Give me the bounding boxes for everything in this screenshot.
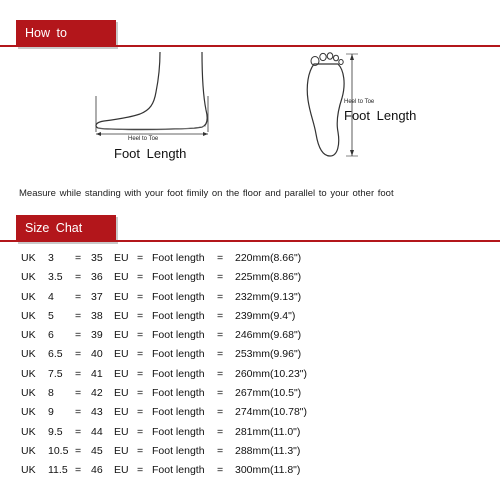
size-cell-length: 225mm(8.86")	[235, 271, 302, 284]
heel-to-toe-label-sole: Heel to Toe	[344, 99, 375, 105]
size-cell-label: Foot length	[152, 425, 205, 438]
size-cell-uk: UK	[21, 271, 36, 284]
size-cell-length: 288mm(11.3")	[235, 444, 301, 457]
size-cell-length: 274mm(10.78")	[235, 406, 308, 419]
size-cell-length: 253mm(9.96")	[235, 348, 302, 361]
size-cell-uk: UK	[21, 425, 36, 438]
size-cell-length: 260mm(10.23")	[235, 367, 308, 380]
size-cell-eq3: =	[217, 252, 224, 264]
size-cell-eq1: =	[75, 252, 82, 264]
size-cell-eq3: =	[217, 387, 224, 400]
size-cell-eu-size: 38	[91, 309, 103, 322]
how-to-measure-header	[0, 17, 500, 67]
size-cell-length: 246mm(9.68")	[235, 329, 302, 342]
size-cell-eq3: =	[217, 309, 224, 322]
size-chart-title: Size Chat	[16, 215, 116, 242]
size-cell-eq2: =	[137, 367, 144, 380]
size-cell-uk-size: 3.5	[48, 271, 63, 284]
size-cell-eu-size: 46	[91, 464, 103, 477]
size-cell-eu: EU	[114, 271, 129, 284]
size-cell-uk: UK	[21, 367, 36, 380]
foot-length-label-side: Foot Length	[114, 146, 187, 161]
size-cell-eq2: =	[137, 309, 144, 322]
size-cell-eu: EU	[114, 348, 129, 361]
size-cell-uk: UK	[21, 290, 36, 303]
size-chart-header	[0, 212, 500, 242]
size-cell-eu: EU	[114, 425, 129, 438]
size-cell-eu-size: 43	[91, 406, 103, 419]
size-cell-uk-size: 11.5	[48, 464, 68, 477]
size-cell-uk: UK	[21, 444, 36, 457]
size-cell-eq3: =	[217, 464, 224, 477]
measure-instruction: Measure while standing with your foot fimily on the floor and parallel to your other foot	[19, 188, 394, 199]
size-cell-uk-size: 9.5	[48, 425, 63, 438]
size-cell-length: 300mm(11.8")	[235, 464, 301, 477]
size-cell-eu: EU	[114, 367, 129, 380]
size-cell-eq2: =	[137, 425, 144, 438]
size-cell-eq1: =	[75, 387, 82, 400]
size-cell-length: 281mm(11.0")	[235, 425, 301, 438]
size-cell-eq3: =	[217, 271, 224, 284]
size-cell-eu: EU	[114, 309, 129, 322]
size-cell-eq1: =	[75, 406, 82, 419]
size-cell-uk-size: 5	[48, 309, 54, 322]
how-to-measure-divider	[0, 45, 500, 47]
size-cell-eu-size: 37	[91, 290, 103, 303]
size-cell-uk-size: 9	[48, 406, 54, 419]
size-cell-eq2: =	[137, 348, 144, 361]
size-cell-eu: EU	[114, 464, 129, 477]
size-cell-eu-size: 44	[91, 425, 103, 438]
size-cell-eu-size: 41	[91, 367, 103, 380]
size-cell-label: Foot length	[152, 444, 205, 457]
size-cell-eq2: =	[137, 329, 144, 342]
foot-length-label-sole: Foot Length	[344, 108, 417, 123]
size-cell-eu-size: 36	[91, 271, 103, 284]
size-cell-label: Foot length	[152, 387, 205, 400]
size-cell-uk-size: 6.5	[48, 348, 63, 361]
size-cell-label: Foot length	[152, 367, 205, 380]
size-cell-uk: UK	[21, 464, 36, 477]
heel-to-toe-label-side: Heel to Toe	[128, 136, 159, 142]
size-cell-eq3: =	[217, 425, 224, 438]
size-cell-label: Foot length	[152, 309, 205, 322]
heel-to-toe-label-sole-wrap	[344, 96, 394, 106]
size-cell-eu: EU	[114, 329, 129, 342]
size-cell-eq2: =	[137, 387, 144, 400]
size-cell-eq1: =	[75, 309, 82, 322]
size-cell-eu-size: 39	[91, 329, 103, 342]
size-cell-eq1: =	[75, 425, 82, 438]
size-cell-label: Foot length	[152, 329, 205, 342]
size-cell-eu-size: 45	[91, 444, 103, 457]
size-cell-eu: EU	[114, 444, 129, 457]
size-cell-eu: EU	[114, 387, 129, 400]
foot-side-view-illustration	[90, 52, 220, 142]
size-cell-eq3: =	[217, 329, 224, 342]
size-cell-eq1: =	[75, 348, 82, 361]
size-cell-eq2: =	[137, 271, 144, 284]
size-cell-uk-size: 3	[48, 252, 54, 264]
foot-sole-view-illustration	[296, 52, 376, 162]
size-cell-length: 232mm(9.13")	[235, 290, 302, 303]
size-cell-eq3: =	[217, 444, 224, 457]
size-cell-uk-size: 7.5	[48, 367, 63, 380]
size-cell-uk-size: 4	[48, 290, 54, 303]
size-cell-label: Foot length	[152, 406, 205, 419]
size-cell-eu: EU	[114, 406, 129, 419]
size-cell-uk: UK	[21, 309, 36, 322]
size-cell-eq1: =	[75, 464, 82, 477]
size-cell-label: Foot length	[152, 290, 205, 303]
size-cell-eq3: =	[217, 348, 224, 361]
size-cell-eu-size: 40	[91, 348, 103, 361]
size-cell-eq1: =	[75, 329, 82, 342]
size-chart-divider	[0, 240, 500, 242]
size-cell-eq3: =	[217, 406, 224, 419]
size-cell-eq3: =	[217, 367, 224, 380]
size-cell-uk: UK	[21, 387, 36, 400]
size-cell-eu-size: 35	[91, 252, 103, 264]
size-cell-eu: EU	[114, 252, 129, 264]
size-cell-eq2: =	[137, 406, 144, 419]
size-cell-length: 239mm(9.4")	[235, 309, 296, 322]
size-cell-eq1: =	[75, 367, 82, 380]
size-cell-uk: UK	[21, 406, 36, 419]
size-cell-eu: EU	[114, 290, 129, 303]
size-cell-uk: UK	[21, 348, 36, 361]
size-cell-uk-size: 6	[48, 329, 54, 342]
size-cell-label: Foot length	[152, 252, 205, 264]
size-cell-label: Foot length	[152, 348, 205, 361]
size-cell-label: Foot length	[152, 464, 205, 477]
size-cell-uk: UK	[21, 329, 36, 342]
size-cell-uk-size: 8	[48, 387, 54, 400]
size-cell-eq2: =	[137, 290, 144, 303]
how-to-measure-title: How to Measure	[16, 20, 116, 47]
size-cell-uk-size: 10.5	[48, 444, 69, 457]
size-cell-eq1: =	[75, 271, 82, 284]
size-cell-eq2: =	[137, 252, 144, 264]
size-cell-length: 267mm(10.5")	[235, 387, 302, 400]
size-cell-eq1: =	[75, 290, 82, 303]
size-cell-eu-size: 42	[91, 387, 103, 400]
size-cell-eq1: =	[75, 444, 82, 457]
size-cell-eq3: =	[217, 290, 224, 303]
size-cell-label: Foot length	[152, 271, 205, 284]
size-cell-length: 220mm(8.66")	[235, 252, 302, 264]
size-cell-uk: UK	[21, 252, 36, 264]
size-cell-eq2: =	[137, 444, 144, 457]
size-cell-eq2: =	[137, 464, 144, 477]
